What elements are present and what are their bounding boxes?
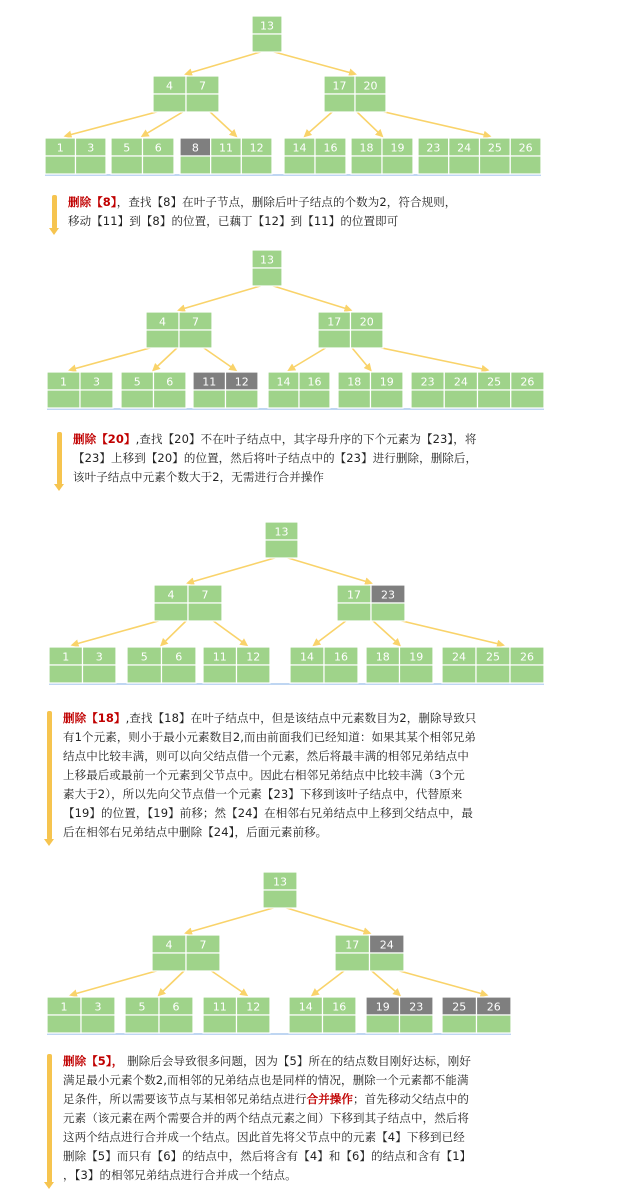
leaf-node-pointer-cell: [203, 1015, 237, 1033]
leaf-node-pointer-cell: [83, 665, 117, 683]
leaf-node-pointer-cell: [49, 665, 83, 683]
tree-edge: [370, 969, 400, 995]
caption-text: 有1个元素，则小于最小元素数目2,而由前面我们已经知道：如果其某个相邻兄弟: [63, 730, 476, 744]
caption-text: ；首先移动父结点中的: [353, 1092, 470, 1106]
caption-highlight: 删除【8】: [68, 195, 117, 209]
leaf-node-key: 25: [487, 141, 502, 155]
leaf-node: [203, 647, 270, 683]
leaf-node-key: 25: [487, 375, 502, 389]
root-node-pointer-cell: [252, 34, 282, 52]
leaf-node-pointer-cell: [366, 1015, 400, 1033]
internal-node-key: 20: [363, 79, 378, 93]
leaf-link-line: [47, 1033, 511, 1035]
leaf-node-pointer-cell: [159, 1015, 193, 1033]
leaf-node: [203, 997, 270, 1033]
internal-node-pointer-cell: [188, 603, 222, 621]
tree-edge: [282, 556, 372, 583]
leaf-node-key: 5: [140, 650, 148, 664]
leaf-node-key: 1: [60, 1000, 68, 1014]
internal-node-key: 20: [359, 315, 374, 329]
leaf-node-pointer-cell: [400, 1015, 434, 1033]
leaf-node: [47, 997, 115, 1033]
caption-line: [63, 804, 476, 823]
leaf-node-key: 5: [138, 1000, 146, 1014]
leaf-node-pointer-cell: [511, 390, 544, 408]
leaf-node: [49, 647, 116, 683]
tree-edge: [355, 110, 382, 136]
leaf-node-pointer-cell: [76, 156, 107, 174]
caption-text: 元素（该元素在两个需要合并的两个结点元素之间）下移到其子结点中，然后将: [63, 1111, 469, 1125]
leaf-node-pointer-cell: [80, 390, 113, 408]
internal-node-pointer-cell: [153, 94, 186, 112]
leaf-node-key: 24: [453, 375, 468, 389]
leaf-node-key: 23: [409, 1000, 424, 1014]
caption-text: 【23】上移到【20】的位置，然后将叶子结点中的【23】进行删除，删除后，: [73, 451, 478, 465]
caption-line: [63, 1090, 471, 1109]
step-caption: [63, 709, 476, 842]
caption-line: [63, 785, 476, 804]
internal-node-pointer-cell: [355, 94, 386, 112]
tree-4: [47, 872, 511, 1035]
tree-edge: [267, 284, 351, 310]
tree-2: [47, 250, 544, 410]
root-node-key: 13: [274, 525, 289, 539]
leaf-node: [180, 138, 272, 174]
leaf-node-pointer-cell: [121, 390, 154, 408]
caption-text: ,查找【18】在叶子结点中，但是该结点中元素数目为2，删除导致只: [125, 711, 477, 725]
tree-edge: [371, 619, 400, 645]
leaf-node-pointer-cell: [477, 1015, 512, 1033]
tree-edge: [71, 969, 163, 995]
caption-line: [73, 468, 477, 487]
internal-node: [324, 76, 386, 112]
tree-3: [49, 522, 544, 685]
internal-node-pointer-cell: [318, 330, 351, 348]
leaf-node: [418, 138, 541, 174]
leaf-node-key: 5: [133, 375, 141, 389]
root-node-key: 13: [273, 875, 287, 889]
leaf-node-key: 19: [409, 650, 424, 664]
leaf-node: [193, 372, 258, 408]
tree-edge: [188, 556, 282, 583]
leaf-node-key: 3: [93, 375, 100, 389]
leaf-node-key: 16: [307, 375, 322, 389]
caption-line: [63, 1147, 471, 1166]
internal-node-pointer-cell: [152, 953, 186, 971]
leaf-node: [127, 647, 196, 683]
internal-node: [146, 312, 212, 348]
tree-edge: [179, 284, 267, 310]
leaf-node-pointer-cell: [81, 1015, 115, 1033]
caption-line: [63, 766, 476, 785]
internal-node-key: 7: [199, 938, 207, 952]
leaf-node-key: 6: [175, 650, 183, 664]
leaf-node-key: 14: [276, 375, 291, 389]
leaf-node-key: 24: [457, 141, 472, 155]
leaf-node: [125, 997, 193, 1033]
root-node-key: 13: [260, 19, 274, 33]
tree-edge: [351, 346, 371, 370]
root-node: [265, 522, 298, 558]
leaf-node-pointer-cell: [338, 390, 371, 408]
caption-text: ,查找【20】不在叶子结点中，其字母升序的下个元素为【23】，将: [135, 432, 477, 446]
internal-node-key: 17: [332, 79, 347, 93]
leaf-node: [366, 647, 433, 683]
leaf-node-pointer-cell: [510, 665, 544, 683]
internal-node-key: 4: [159, 315, 166, 329]
caption-text: 素大于2），所以先向父节点借一个元素【23】下移到该叶子结点中，代替原来: [63, 787, 463, 801]
root-node: [252, 250, 282, 286]
leaf-node-pointer-cell: [226, 390, 259, 408]
step-caption: [68, 193, 456, 231]
caption-line: [63, 709, 476, 728]
leaf-node-pointer-cell: [237, 665, 271, 683]
leaf-node-key: 19: [379, 375, 394, 389]
tree-edge: [314, 619, 348, 645]
tree-1: [45, 16, 541, 176]
leaf-node-key: 25: [486, 650, 500, 664]
caption-line: [73, 449, 477, 468]
leaf-node-key: 6: [172, 1000, 180, 1014]
leaf-node-pointer-cell: [324, 665, 358, 683]
leaf-node-pointer-cell: [193, 390, 226, 408]
leaf-node: [442, 647, 544, 683]
down-arrow-icon: [47, 1054, 52, 1183]
leaf-node-key: 18: [375, 650, 390, 664]
caption-line: [63, 1166, 471, 1185]
leaf-node-key: 18: [359, 141, 374, 155]
caption-line: [68, 193, 456, 212]
leaf-node: [45, 138, 106, 174]
root-node-pointer-cell: [252, 268, 282, 286]
tree-edge: [372, 346, 487, 370]
leaf-node-pointer-cell: [125, 1015, 159, 1033]
leaf-node-key: 11: [219, 141, 233, 155]
tree-edge: [267, 50, 355, 74]
leaf-node-pointer-cell: [449, 156, 480, 174]
internal-node-key: 7: [192, 315, 199, 329]
caption-text: 【19】的位置，【19】前移；然【24】在相邻右兄弟结点中上移到父结点中，最: [63, 806, 473, 820]
leaf-node-key: 26: [520, 650, 534, 664]
internal-node-key: 4: [165, 938, 173, 952]
leaf-node-key: 12: [234, 375, 249, 389]
leaf-node: [121, 372, 186, 408]
tree-edge: [162, 619, 189, 645]
caption-text: 上移最后或最前一个元素到父节点中。因此右相邻兄弟结点中比较丰满（3个元: [63, 768, 465, 782]
tree-edge: [313, 969, 347, 995]
leaf-node-key: 18: [347, 375, 362, 389]
leaf-node-pointer-cell: [154, 390, 187, 408]
root-node: [252, 16, 282, 52]
leaf-node-key: 1: [60, 375, 67, 389]
leaf-node-pointer-cell: [284, 156, 315, 174]
caption-text: 结点中比较丰满，则可以向父结点借一个元素，然后将最丰满的相邻兄弟结点中: [63, 749, 469, 763]
leaf-node-pointer-cell: [211, 156, 242, 174]
internal-node-pointer-cell: [186, 94, 219, 112]
caption-line: [63, 823, 476, 842]
leaf-node-pointer-cell: [442, 1015, 477, 1033]
tree-edge: [393, 969, 487, 995]
leaf-node-pointer-cell: [111, 156, 143, 174]
leaf-node-pointer-cell: [382, 156, 413, 174]
leaf-node-pointer-cell: [478, 390, 511, 408]
caption-line: [63, 747, 476, 766]
internal-node-key: 7: [199, 79, 206, 93]
internal-node-pointer-cell: [324, 94, 355, 112]
leaf-node-pointer-cell: [203, 665, 237, 683]
leaf-node-key: 1: [62, 650, 70, 664]
leaf-node-pointer-cell: [442, 665, 476, 683]
leaf-node: [284, 138, 346, 174]
internal-node-key: 17: [345, 938, 360, 952]
internal-node-key: 17: [327, 315, 342, 329]
internal-node-pointer-cell: [146, 330, 179, 348]
caption-highlight: 合并操作: [306, 1092, 354, 1106]
leaf-node-key: 26: [520, 375, 535, 389]
caption-text: 删除后会导致很多问题，因为【5】所在的结点数目刚好达标，刚好: [123, 1054, 471, 1068]
tree-edge: [159, 969, 186, 995]
leaf-node-pointer-cell: [45, 156, 76, 174]
caption-text: 后在相邻右兄弟结点中删除【24】，后面元素前移。: [63, 825, 328, 839]
leaf-node-pointer-cell: [47, 390, 80, 408]
leaf-node-pointer-cell: [268, 390, 299, 408]
leaf-node: [442, 997, 511, 1033]
down-arrow-icon: [52, 195, 57, 229]
down-arrow-icon: [57, 432, 62, 485]
leaf-node: [290, 647, 358, 683]
leaf-node-key: 12: [246, 650, 261, 664]
caption-text: 删除【5】而只有【6】的结点中，然后将含有【4】和【6】的结点和含有【1】: [63, 1149, 472, 1163]
caption-line: [63, 1071, 471, 1090]
leaf-node-pointer-cell: [444, 390, 477, 408]
tree-edge: [211, 619, 247, 645]
leaf-node-pointer-cell: [241, 156, 272, 174]
leaf-node-pointer-cell: [351, 156, 382, 174]
leaf-node-key: 19: [390, 141, 405, 155]
leaf-node-key: 1: [56, 141, 64, 155]
caption-text: 足条件，所以需要该节点与某相邻兄弟结点进行: [63, 1092, 307, 1106]
leaf-node-key: 24: [452, 650, 466, 664]
leaf-node-key: 26: [518, 141, 533, 155]
caption-line: [68, 212, 456, 231]
root-node-key: 13: [260, 253, 274, 267]
caption-line: [63, 1109, 471, 1128]
internal-node-key: 4: [167, 588, 175, 602]
internal-node-pointer-cell: [371, 603, 405, 621]
caption-text: 满足最小元素个数2,而相邻的兄弟结点也是同样的情况，删除一个元素都不能满: [63, 1073, 469, 1087]
leaf-node-pointer-cell: [366, 665, 400, 683]
leaf-node-key: 23: [420, 375, 435, 389]
tree-edge: [305, 110, 334, 136]
caption-text: 该叶子结点中元素个数大于2，无需进行合并操作: [73, 470, 325, 484]
caption-highlight: 删除【5】，: [63, 1054, 124, 1068]
tree-edge: [280, 906, 370, 933]
tree-edge: [186, 50, 267, 74]
leaf-node-key: 25: [452, 1000, 467, 1014]
leaf-node: [289, 997, 356, 1033]
root-node: [263, 872, 297, 908]
down-arrow-icon: [47, 711, 52, 840]
leaf-node-key: 19: [375, 1000, 390, 1014]
leaf-node-key: 14: [298, 1000, 313, 1014]
caption-highlight: 删除【20】: [73, 432, 136, 446]
internal-node-pointer-cell: [337, 603, 371, 621]
caption-highlight: 删除【18】: [63, 711, 126, 725]
leaf-node-key: 12: [249, 141, 264, 155]
leaf-node-key: 26: [486, 1000, 501, 1014]
leaf-node-pointer-cell: [47, 1015, 81, 1033]
leaf-node-pointer-cell: [315, 156, 346, 174]
internal-node: [154, 585, 222, 621]
leaf-node-key: 14: [300, 650, 314, 664]
internal-node: [152, 935, 220, 971]
internal-node-key: 4: [166, 79, 173, 93]
caption-line: [63, 1128, 471, 1147]
leaf-node-key: 12: [246, 1000, 261, 1014]
leaf-node-key: 11: [212, 650, 227, 664]
leaf-node-pointer-cell: [289, 1015, 323, 1033]
leaf-node-pointer-cell: [323, 1015, 357, 1033]
leaf-node: [268, 372, 330, 408]
leaf-node-key: 11: [202, 375, 217, 389]
leaf-node: [47, 372, 113, 408]
leaf-node-key: 16: [332, 1000, 347, 1014]
leaf-node-pointer-cell: [180, 156, 211, 174]
leaf-node-pointer-cell: [371, 390, 404, 408]
tree-edge: [289, 346, 329, 370]
leaf-node-key: 5: [123, 141, 131, 155]
leaf-node-pointer-cell: [299, 390, 330, 408]
caption-line: [73, 430, 477, 449]
leaf-node: [351, 138, 413, 174]
internal-node: [335, 935, 404, 971]
leaf-node-pointer-cell: [476, 665, 510, 683]
tree-edge: [73, 619, 166, 645]
leaf-node-key: 6: [166, 375, 174, 389]
leaf-node-pointer-cell: [162, 665, 197, 683]
leaf-node-pointer-cell: [411, 390, 444, 408]
internal-node-pointer-cell: [335, 953, 370, 971]
leaf-node-pointer-cell: [290, 665, 324, 683]
caption-line: [63, 728, 476, 747]
tree-edge: [376, 110, 490, 136]
leaf-node-key: 3: [94, 1000, 102, 1014]
leaf-node-key: 16: [334, 650, 348, 664]
leaf-node-pointer-cell: [480, 156, 511, 174]
root-node-pointer-cell: [263, 890, 297, 908]
tree-edge: [201, 346, 236, 370]
internal-node-pointer-cell: [179, 330, 212, 348]
internal-node: [153, 76, 219, 112]
leaf-node-pointer-cell: [400, 665, 434, 683]
leaf-node-key: 16: [323, 141, 338, 155]
root-node-pointer-cell: [265, 540, 298, 558]
leaf-node-pointer-cell: [510, 156, 541, 174]
internal-node-pointer-cell: [186, 953, 220, 971]
leaf-node-pointer-cell: [127, 665, 162, 683]
internal-node-pointer-cell: [370, 953, 405, 971]
caption-text: ，【3】的相邻兄弟结点进行合并成一个结点。: [63, 1168, 297, 1182]
internal-node: [337, 585, 405, 621]
caption-text: 移动【11】到【8】的位置，已藕丁【12】到【11】的位置即可: [68, 214, 399, 228]
leaf-node-key: 3: [87, 141, 95, 155]
internal-node-key: 24: [379, 938, 394, 952]
leaf-node-pointer-cell: [143, 156, 175, 174]
leaf-node: [411, 372, 544, 408]
leaf-node-pointer-cell: [237, 1015, 271, 1033]
leaf-node-key: 3: [95, 650, 103, 664]
internal-node-pointer-cell: [154, 603, 188, 621]
internal-node-key: 7: [201, 588, 209, 602]
caption-text: ，查找【8】在叶子节点，删除后叶子结点的个数为2，符合规则，: [116, 195, 457, 209]
leaf-node: [366, 997, 433, 1033]
tree-edge: [208, 110, 236, 136]
internal-node-pointer-cell: [351, 330, 384, 348]
tree-edge: [394, 619, 503, 645]
internal-node-key: 23: [381, 588, 395, 602]
caption-text: 这两个结点进行合并成一个结点。因此首先将父节点中的元素【4】下移到已经: [63, 1130, 465, 1144]
leaf-node-pointer-cell: [418, 156, 449, 174]
leaf-node-key: 8: [191, 141, 199, 155]
leaf-node-key: 11: [212, 1000, 227, 1014]
leaf-node-key: 6: [154, 141, 162, 155]
tree-edge: [186, 906, 280, 933]
caption-line: [63, 1052, 471, 1071]
internal-node: [318, 312, 383, 348]
tree-edge: [70, 346, 157, 370]
step-caption: [73, 430, 477, 487]
tree-edge: [154, 346, 180, 370]
tree-edge: [209, 969, 247, 995]
leaf-node-key: 14: [292, 141, 307, 155]
internal-node-key: 17: [347, 588, 361, 602]
leaf-node: [111, 138, 174, 174]
leaf-node: [338, 372, 403, 408]
step-caption: [63, 1052, 471, 1185]
leaf-node-key: 23: [426, 141, 441, 155]
